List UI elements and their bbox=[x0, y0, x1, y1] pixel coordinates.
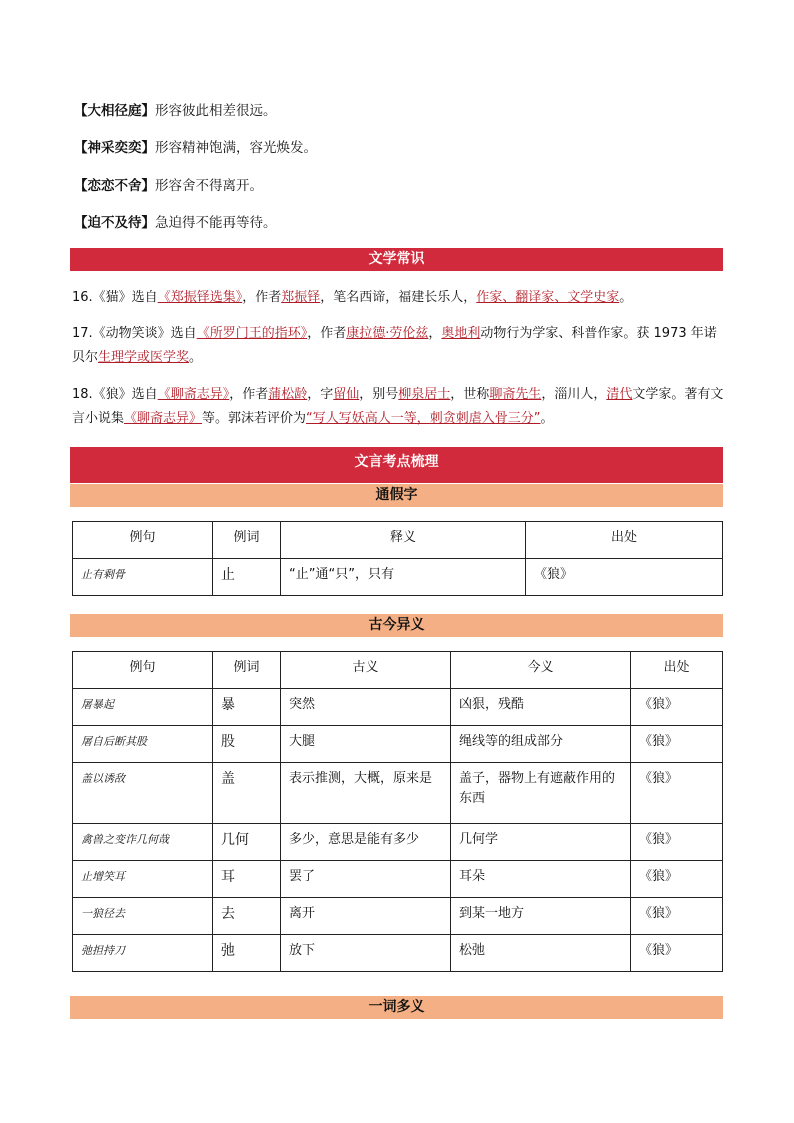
source: 《狼》 bbox=[631, 898, 723, 935]
example-word: 止 bbox=[213, 559, 281, 596]
example-word: 去 bbox=[213, 898, 281, 935]
column-header: 释义 bbox=[281, 522, 526, 559]
modern-meaning: 松弛 bbox=[451, 935, 631, 972]
idiom-entry: 【迫不及待】急迫得不能再等待。 bbox=[74, 215, 277, 231]
source: 《狼》 bbox=[631, 935, 723, 972]
tongjia-table bbox=[72, 521, 723, 596]
meaning: “止”通“只”，只有 bbox=[281, 559, 526, 596]
example-word: 盖 bbox=[213, 763, 281, 824]
column-header: 古义 bbox=[281, 652, 451, 689]
column-header: 例句 bbox=[73, 652, 213, 689]
column-header: 今义 bbox=[451, 652, 631, 689]
example-word: 几何 bbox=[213, 824, 281, 861]
example-sentence: 弛担持刀 bbox=[73, 935, 213, 972]
gujin-table bbox=[72, 651, 723, 972]
ancient-meaning: 多少，意思是能有多少 bbox=[281, 824, 451, 861]
ancient-meaning: 表示推测，大概，原来是 bbox=[281, 763, 451, 824]
column-header: 例词 bbox=[213, 522, 281, 559]
column-header: 例词 bbox=[213, 652, 281, 689]
modern-meaning: 绳线等的组成部分 bbox=[451, 726, 631, 763]
modern-meaning: 凶狠，残酷 bbox=[451, 689, 631, 726]
idiom-entry: 【大相径庭】形容彼此相差很远。 bbox=[74, 103, 277, 119]
source: 《狼》 bbox=[631, 689, 723, 726]
table-row bbox=[73, 861, 723, 898]
example-word: 耳 bbox=[213, 861, 281, 898]
table-header-row bbox=[73, 652, 723, 689]
table-row bbox=[73, 726, 723, 763]
example-word: 股 bbox=[213, 726, 281, 763]
ancient-meaning: 罢了 bbox=[281, 861, 451, 898]
source: 《狼》 bbox=[631, 824, 723, 861]
table-row bbox=[73, 824, 723, 861]
literature-item-17: 17.《动物笑谈》选自《所罗门王的指环》，作者康拉德·劳伦兹，奥地利动物行为学家、科普作家。获 1973 年诺贝尔生理学或医学奖。 bbox=[72, 326, 717, 365]
table-row bbox=[73, 559, 723, 596]
literature-item-18: 18.《狼》选自《聊斋志异》，作者蒲松龄，字留仙，别号柳泉居士，世称聊斋先生，淄川人，清代文学家。著有文言小说集《聊斋志异》等。郭沫若评价为“写人写妖高人一等，刺贪刺虐入骨三分”。 bbox=[72, 387, 724, 426]
example-sentence: 禽兽之变诈几何哉 bbox=[73, 824, 213, 861]
modern-meaning: 几何学 bbox=[451, 824, 631, 861]
column-header: 出处 bbox=[526, 522, 723, 559]
table-header-row bbox=[73, 522, 723, 559]
source: 《狼》 bbox=[526, 559, 723, 596]
example-sentence: 屠自后断其股 bbox=[73, 726, 213, 763]
subsection-header-tongjia: 通假字 bbox=[70, 484, 723, 507]
section-header-classical: 文言考点梳理 bbox=[70, 447, 723, 483]
subsection-header-gujin: 古今异义 bbox=[70, 614, 723, 637]
ancient-meaning: 大腿 bbox=[281, 726, 451, 763]
subsection-header-yici: 一词多义 bbox=[70, 996, 723, 1019]
idiom-entry: 【恋恋不舍】形容舍不得离开。 bbox=[74, 178, 263, 194]
ancient-meaning: 离开 bbox=[281, 898, 451, 935]
source: 《狼》 bbox=[631, 861, 723, 898]
column-header: 例句 bbox=[73, 522, 213, 559]
source: 《狼》 bbox=[631, 763, 723, 824]
example-word: 暴 bbox=[213, 689, 281, 726]
example-sentence: 一狼径去 bbox=[73, 898, 213, 935]
table-row bbox=[73, 763, 723, 824]
example-word: 弛 bbox=[213, 935, 281, 972]
idiom-entry: 【神采奕奕】形容精神饱满，容光焕发。 bbox=[74, 140, 317, 156]
table-row bbox=[73, 935, 723, 972]
source: 《狼》 bbox=[631, 726, 723, 763]
table-row bbox=[73, 898, 723, 935]
example-sentence: 屠暴起 bbox=[73, 689, 213, 726]
section-header-literature: 文学常识 bbox=[70, 248, 723, 271]
example-sentence: 止增笑耳 bbox=[73, 861, 213, 898]
column-header: 出处 bbox=[631, 652, 723, 689]
modern-meaning: 到某一地方 bbox=[451, 898, 631, 935]
ancient-meaning: 突然 bbox=[281, 689, 451, 726]
example-sentence: 盖以诱敌 bbox=[73, 763, 213, 824]
modern-meaning: 耳朵 bbox=[451, 861, 631, 898]
table-row bbox=[73, 689, 723, 726]
ancient-meaning: 放下 bbox=[281, 935, 451, 972]
example-sentence: 止有剩骨 bbox=[73, 559, 213, 596]
literature-item-16: 16.《猫》选自《郑振铎选集》，作者郑振铎，笔名西谛，福建长乐人，作家、翻译家、文学史家。 bbox=[72, 290, 633, 305]
modern-meaning: 盖子，器物上有遮蔽作用的东西 bbox=[451, 763, 631, 824]
